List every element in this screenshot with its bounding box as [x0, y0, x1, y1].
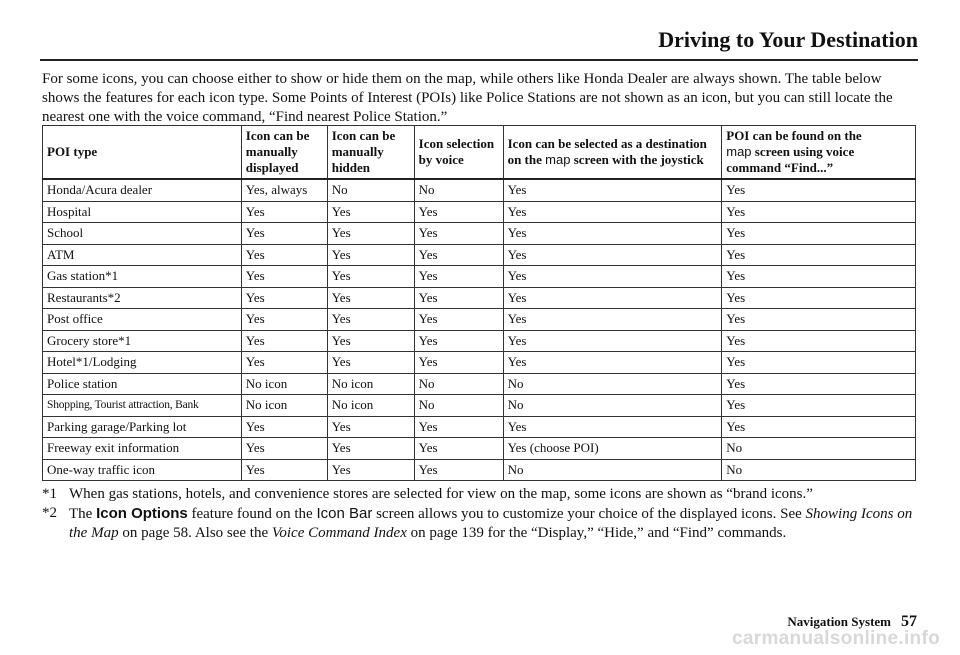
cell-voice: Yes [414, 438, 503, 460]
cell-poi-type: Hospital [43, 201, 242, 223]
cell-voice: Yes [414, 287, 503, 309]
cell-joystick: Yes [503, 179, 722, 201]
cell-displayed: No icon [241, 395, 327, 417]
cell-displayed: Yes [241, 287, 327, 309]
cell-voice: Yes [414, 330, 503, 352]
cell-displayed: Yes [241, 244, 327, 266]
table-row [43, 438, 916, 460]
cell-poi-type: Restaurants*2 [43, 287, 242, 309]
table-row [43, 201, 916, 223]
cell-hidden: Yes [327, 330, 414, 352]
cell-hidden: Yes [327, 287, 414, 309]
cell-joystick: Yes [503, 352, 722, 374]
cell-joystick: No [503, 459, 722, 481]
page-number: 57 [901, 613, 917, 630]
cell-poi-type: Gas station*1 [43, 266, 242, 288]
footnote-2 [42, 504, 918, 543]
table-row [43, 352, 916, 374]
find-header-map: map [726, 144, 752, 159]
cell-displayed: Yes [241, 438, 327, 460]
cell-joystick: Yes [503, 287, 722, 309]
footnote-2-mark: *2 [42, 505, 57, 521]
cell-voice: No [414, 179, 503, 201]
col-header-find [722, 126, 916, 180]
col-header-poi-type: POI type [43, 126, 242, 180]
table-row [43, 244, 916, 266]
fn2-text-2: feature found on the [191, 506, 313, 522]
cell-voice: Yes [414, 352, 503, 374]
footnote-1 [42, 485, 918, 504]
table-row [43, 309, 916, 331]
cell-joystick: Yes [503, 330, 722, 352]
footnote-2-text [69, 504, 918, 543]
poi-feature-table [42, 125, 916, 481]
fn2-text-4: on page 58. Also see the [122, 525, 269, 541]
cell-displayed: Yes, always [241, 179, 327, 201]
cell-voice: Yes [414, 244, 503, 266]
cell-find: Yes [722, 352, 916, 374]
joystick-header-pre: Icon can be selected as a destination on the [507, 136, 707, 167]
col-header-hidden: Icon can be manually hidden [327, 126, 414, 180]
cell-poi-type: Grocery store*1 [43, 330, 242, 352]
fn2-text-3: screen allows you to customize your choice of the displayed icons. See [376, 506, 802, 522]
cell-poi-type: Post office [43, 309, 242, 331]
table-row [43, 266, 916, 288]
cell-find: Yes [722, 266, 916, 288]
cell-joystick: Yes [503, 266, 722, 288]
cell-find: Yes [722, 201, 916, 223]
col-header-voice: Icon selection by voice [414, 126, 503, 180]
cell-find: Yes [722, 179, 916, 201]
find-header-pre: POI can be found on the [726, 128, 862, 143]
showing-icons-ref: Showing Icons on the Map [69, 506, 913, 541]
table-row [43, 223, 916, 245]
joystick-header-post: screen with the joystick [573, 152, 704, 167]
cell-joystick: Yes [503, 223, 722, 245]
cell-find: Yes [722, 416, 916, 438]
fn2-text-5: on page 139 for the “Display,” “Hide,” and “Find” commands. [410, 525, 787, 541]
table-body [43, 179, 916, 481]
cell-hidden: No icon [327, 373, 414, 395]
cell-voice: Yes [414, 201, 503, 223]
cell-poi-type: Shopping, Tourist attraction, Bank [43, 395, 242, 417]
cell-find: Yes [722, 287, 916, 309]
cell-displayed: Yes [241, 416, 327, 438]
cell-joystick: Yes [503, 201, 722, 223]
cell-displayed: Yes [241, 266, 327, 288]
cell-find: No [722, 438, 916, 460]
cell-voice: Yes [414, 459, 503, 481]
cell-hidden: No [327, 179, 414, 201]
footnote-1-text: When gas stations, hotels, and convenience stores are selected for view on the map, some icons are shown as “brand icons.” [69, 486, 813, 502]
cell-displayed: Yes [241, 352, 327, 374]
cell-voice: Yes [414, 309, 503, 331]
intro-paragraph: For some icons, you can choose either to show or hide them on the map, while others like Honda Dealer are always shown. The table below shows the features for each icon type. Some Points of Interest (POIs) like Police Stations are not shown as an icon, but you can still locate the nearest one with the voice command, “Find nearest Police Station.” [42, 71, 893, 125]
cell-poi-type: Honda/Acura dealer [43, 179, 242, 201]
cell-poi-type: Police station [43, 373, 242, 395]
watermark: carmanualsonline.info [732, 628, 940, 649]
cell-hidden: Yes [327, 244, 414, 266]
cell-joystick: Yes [503, 416, 722, 438]
page-header [40, 26, 918, 54]
table-row [43, 287, 916, 309]
cell-displayed: Yes [241, 201, 327, 223]
cell-voice: Yes [414, 416, 503, 438]
cell-joystick: Yes (choose POI) [503, 438, 722, 460]
voice-command-index-ref: Voice Command Index [271, 525, 407, 541]
table-header-row [43, 126, 916, 180]
cell-displayed: No icon [241, 373, 327, 395]
table-row [43, 179, 916, 201]
cell-find: Yes [722, 373, 916, 395]
cell-find: Yes [722, 330, 916, 352]
cell-hidden: Yes [327, 266, 414, 288]
icon-bar-term: Icon Bar [316, 505, 373, 522]
cell-find: Yes [722, 395, 916, 417]
table-row [43, 459, 916, 481]
cell-hidden: Yes [327, 201, 414, 223]
cell-hidden: Yes [327, 352, 414, 374]
cell-hidden: Yes [327, 309, 414, 331]
footer-section: Navigation System [787, 614, 891, 629]
cell-poi-type: One-way traffic icon [43, 459, 242, 481]
cell-hidden: No icon [327, 395, 414, 417]
cell-voice: No [414, 395, 503, 417]
col-header-joystick [503, 126, 722, 180]
cell-joystick: No [503, 395, 722, 417]
cell-poi-type: Hotel*1/Lodging [43, 352, 242, 374]
cell-voice: No [414, 373, 503, 395]
icon-options-term: Icon Options [96, 505, 188, 522]
cell-poi-type: Parking garage/Parking lot [43, 416, 242, 438]
cell-poi-type: ATM [43, 244, 242, 266]
table-row [43, 416, 916, 438]
cell-joystick: Yes [503, 244, 722, 266]
joystick-header-map: map [545, 152, 571, 167]
cell-displayed: Yes [241, 309, 327, 331]
table-row [43, 373, 916, 395]
cell-hidden: Yes [327, 438, 414, 460]
cell-poi-type: School [43, 223, 242, 245]
page-title: Driving to Your Destination [658, 27, 918, 52]
cell-find: Yes [722, 244, 916, 266]
col-header-displayed: Icon can be manually displayed [241, 126, 327, 180]
footnote-1-mark: *1 [42, 486, 57, 502]
cell-find: No [722, 459, 916, 481]
table-row [43, 330, 916, 352]
cell-displayed: Yes [241, 459, 327, 481]
header-rule [40, 59, 918, 61]
cell-displayed: Yes [241, 223, 327, 245]
cell-voice: Yes [414, 266, 503, 288]
cell-hidden: Yes [327, 459, 414, 481]
cell-joystick: No [503, 373, 722, 395]
footnotes [42, 485, 918, 543]
cell-find: Yes [722, 223, 916, 245]
fn2-text-1: The [69, 506, 93, 522]
table-row [43, 395, 916, 417]
cell-voice: Yes [414, 223, 503, 245]
cell-poi-type: Freeway exit information [43, 438, 242, 460]
cell-find: Yes [722, 309, 916, 331]
find-header-post: screen using voice command “Find...” [726, 144, 855, 175]
cell-hidden: Yes [327, 416, 414, 438]
cell-displayed: Yes [241, 330, 327, 352]
cell-joystick: Yes [503, 309, 722, 331]
cell-hidden: Yes [327, 223, 414, 245]
